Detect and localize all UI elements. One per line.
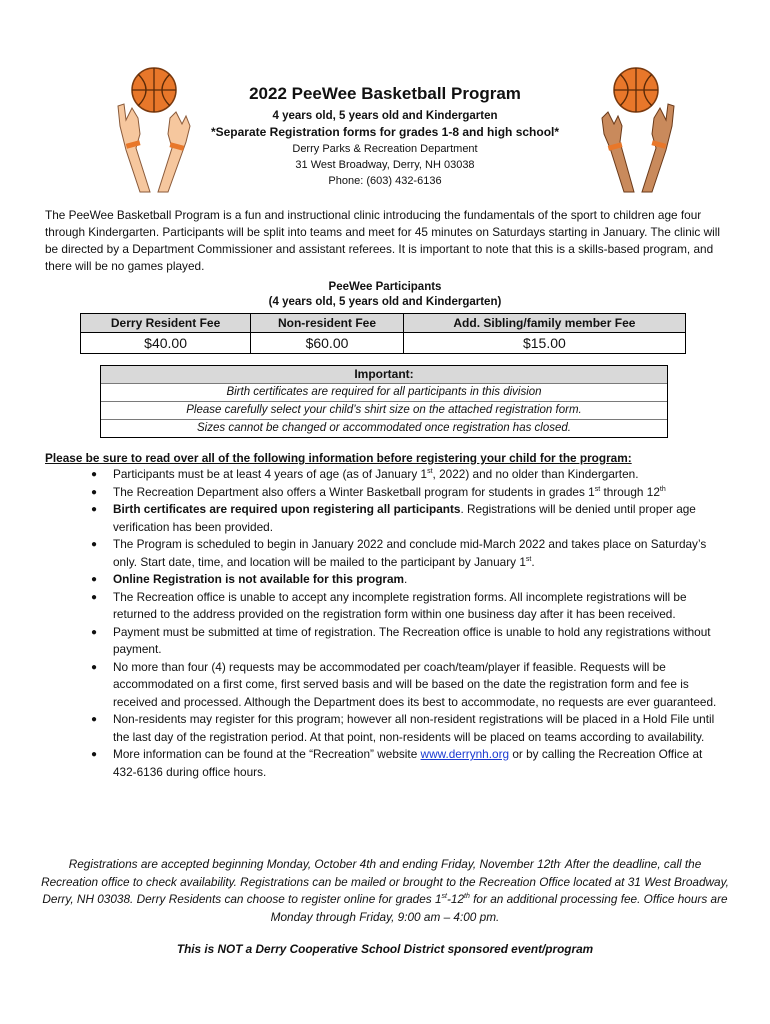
fee-value-sibling: $15.00 bbox=[403, 333, 685, 354]
list-item: ● Birth certificates are required upon registering all participants. Registrations will be denied until proper age verification has been provided. bbox=[91, 502, 696, 534]
registration-dates-paragraph: Registrations are accepted beginning Monday, October 4th and ending Friday, November 12th. After the deadline, call the Recreation office to check availability. Registrations can be mailed or brought to the Recreation Office located at 31 West Broadway, Derry, NH 03038. Derry Residents can choose to register online for grades 1st-12th for an additional processing fee. Office hours are Monday through Friday, 9:00 am – 4:00 pm. bbox=[41, 857, 729, 924]
fee-value-nonresident: $60.00 bbox=[251, 333, 404, 354]
important-title: Important: bbox=[101, 366, 667, 383]
bullet-icon: ● bbox=[91, 661, 98, 673]
basketball-hands-icon bbox=[590, 64, 682, 194]
bullet-icon: ● bbox=[91, 486, 98, 498]
intro-paragraph: The PeeWee Basketball Program is a fun and instructional clinic introducing the fundamentals of the sport to children age four through Kindergarten. Participants will be split into teams and meet for 45 minutes on Saturdays starting in January. The clinic will be directed by a Department Commissioner and assistant referees. It is important to note that this is a skills-based program, and there will be no games played. bbox=[45, 208, 720, 273]
important-line: Sizes cannot be changed or accommodated once registration has closed. bbox=[101, 419, 667, 437]
list-item: ● The Program is scheduled to begin in January 2022 and conclude mid-March 2022 and takes place on Saturday’s only. Start date, time, and location will be mailed to the participant by January 1st. bbox=[91, 537, 707, 569]
bullet-icon: ● bbox=[91, 504, 98, 515]
age-subtitle: 4 years old, 5 years old and Kindergarten bbox=[272, 110, 498, 122]
header bbox=[180, 84, 590, 191]
participants-subtitle: (4 years old, 5 years old and Kindergarten) bbox=[268, 296, 502, 308]
bullet-icon: ● bbox=[91, 714, 98, 725]
participants-heading bbox=[80, 280, 690, 310]
bullet-icon: ● bbox=[91, 539, 98, 550]
bullet-icon: ● bbox=[91, 626, 98, 638]
disclaimer-footer: This is NOT a Derry Cooperative School District sponsored event/program bbox=[176, 942, 594, 956]
list-item: ● Participants must be at least 4 years of age (as of January 1st, 2022) and no older than Kindergarten. bbox=[45, 466, 725, 484]
bullet-icon: ● bbox=[91, 469, 98, 480]
participants-title: PeeWee Participants bbox=[328, 281, 442, 293]
org-phone: Phone: (603) 432-6136 bbox=[328, 175, 442, 187]
list-item: ● Payment must be submitted at time of registration. The Recreation office is unable to hold any registrations without payment. bbox=[91, 624, 711, 656]
important-line: Birth certificates are required for all participants in this division bbox=[101, 383, 667, 401]
fee-header-resident: Derry Resident Fee bbox=[81, 314, 251, 333]
important-line: Please carefully select your child’s shirt size on the attached registration form. bbox=[101, 401, 667, 419]
bullet-icon: ● bbox=[91, 591, 98, 603]
separate-forms-note: *Separate Registration forms for grades 1-8 and high school* bbox=[210, 125, 560, 139]
fee-value-resident: $40.00 bbox=[81, 333, 251, 354]
org-name: Derry Parks & Recreation Department bbox=[292, 143, 478, 155]
list-item: ● The Recreation office is unable to accept any incomplete registration forms. All incomplete registrations will be returned to the address provided on the registration form within one business day after it has been received. bbox=[91, 589, 687, 621]
bullet-icon: ● bbox=[91, 749, 98, 760]
org-address: 31 West Broadway, Derry, NH 03038 bbox=[295, 159, 475, 171]
recreation-website-link[interactable]: www.derrynh.org bbox=[420, 747, 510, 761]
fee-table bbox=[80, 313, 686, 354]
rules-list bbox=[45, 466, 725, 781]
read-instructions-heading: Please be sure to read over all of the following information before registering your child for the program: bbox=[45, 451, 632, 465]
list-item: ● Non-residents may register for this program; however all non-resident registrations will be placed in a Hold File until the last day of the registration period. At that point, non-residents will be placed on teams according to availability. bbox=[91, 712, 715, 744]
list-item: ● Online Registration is not available for this program. bbox=[45, 571, 725, 589]
fee-header-nonresident: Non-resident Fee bbox=[251, 314, 404, 333]
list-item: ● More information can be found at the “Recreation” website www.derrynh.org or by calling the Recreation Office at 432-6136 during office hours. bbox=[91, 747, 703, 779]
fee-header-sibling: Add. Sibling/family member Fee bbox=[403, 314, 685, 333]
list-item: ● The Recreation Department also offers a Winter Basketball program for students in grades 1st through 12th bbox=[45, 484, 725, 502]
page-title: 2022 PeeWee Basketball Program bbox=[249, 84, 521, 103]
list-item: ● No more than four (4) requests may be accommodated per coach/team/player if feasible. Requests will be accommodated on a first come, first served basis and will be based on the date the registration form and fee is received and processed. Although the Department does its best to accommodate, no requests are ever guaranteed. bbox=[91, 659, 717, 709]
important-box bbox=[100, 365, 668, 438]
bullet-icon: ● bbox=[91, 574, 98, 585]
